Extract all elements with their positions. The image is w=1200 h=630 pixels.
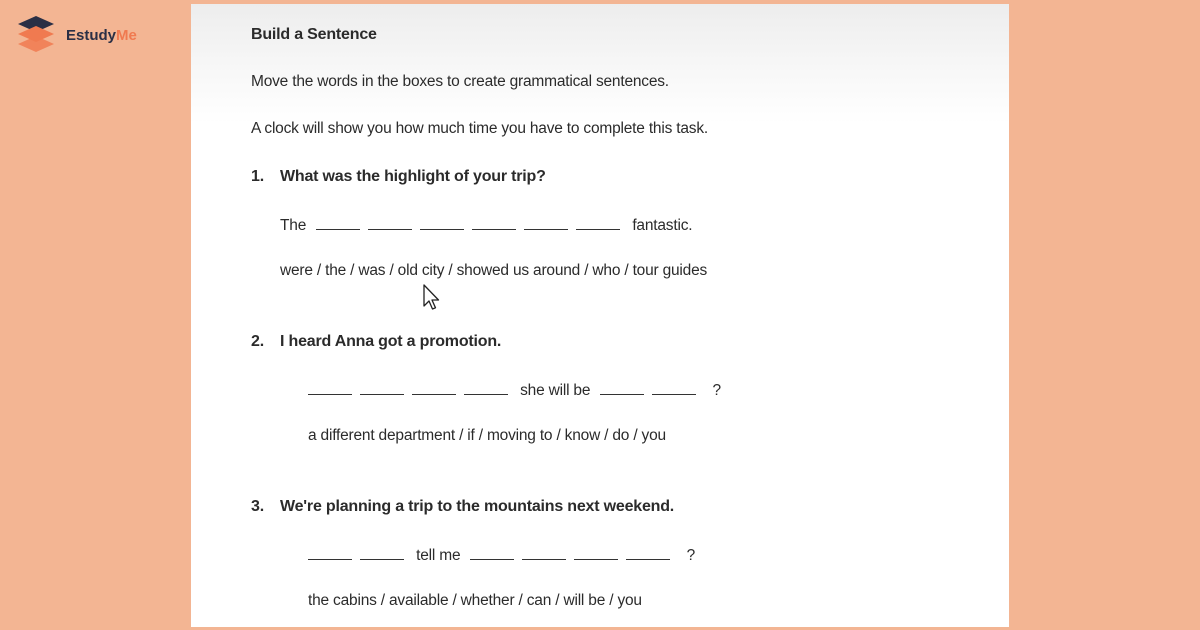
instruction-text: A clock will show you how much time you have to complete this task.: [251, 120, 708, 137]
answer-blank[interactable]: [360, 380, 404, 395]
answer-blank[interactable]: [576, 215, 620, 230]
word-bank: were / the / was / old city / showed us around / who / tour guides: [280, 262, 708, 279]
mouse-cursor-icon: [423, 284, 441, 312]
question-3: [251, 498, 674, 516]
answer-blank[interactable]: [412, 380, 456, 395]
brand-name: EstudyMe: [66, 26, 137, 44]
brand-logo: [14, 14, 137, 56]
answer-blank[interactable]: [368, 215, 412, 230]
question-2: [251, 333, 501, 351]
sentence-frame: [308, 545, 695, 565]
answer-blank[interactable]: [420, 215, 464, 230]
answer-blank[interactable]: [524, 215, 568, 230]
answer-blank[interactable]: [626, 545, 670, 560]
question-1: [251, 168, 546, 186]
answer-blank[interactable]: [574, 545, 618, 560]
question-prompt: I heard Anna got a promotion.: [280, 333, 502, 350]
sentence-word: tell me: [416, 547, 461, 564]
sentence-word: ?: [686, 547, 696, 564]
answer-blank[interactable]: [308, 380, 352, 395]
answer-blank[interactable]: [522, 545, 566, 560]
instruction-text: Move the words in the boxes to create grammatical sentences.: [251, 73, 669, 90]
answer-blank[interactable]: [472, 215, 516, 230]
worksheet-title: Build a Sentence: [251, 26, 377, 43]
word-bank: a different department / if / moving to / know / do / you: [308, 427, 666, 444]
answer-blank[interactable]: [360, 545, 404, 560]
question-number: 1.: [251, 168, 264, 185]
sentence-frame: [280, 215, 692, 235]
word-bank: the cabins / available / whether / can / will be / you: [308, 592, 642, 609]
question-prompt: We're planning a trip to the mountains next weekend.: [280, 498, 675, 515]
sentence-frame: [308, 380, 721, 400]
sentence-word: The: [280, 217, 307, 234]
answer-blank[interactable]: [600, 380, 644, 395]
question-prompt: What was the highlight of your trip?: [280, 168, 546, 185]
answer-blank[interactable]: [308, 545, 352, 560]
answer-blank[interactable]: [470, 545, 514, 560]
question-number: 3.: [251, 498, 264, 515]
question-number: 2.: [251, 333, 264, 350]
answer-blank[interactable]: [652, 380, 696, 395]
answer-blank[interactable]: [464, 380, 508, 395]
estudyme-logo-icon: [14, 14, 58, 56]
sentence-word: she will be: [520, 382, 591, 399]
worksheet-page: [191, 4, 1009, 627]
sentence-word: fantastic.: [632, 217, 693, 234]
answer-blank[interactable]: [316, 215, 360, 230]
sentence-word: ?: [712, 382, 721, 399]
